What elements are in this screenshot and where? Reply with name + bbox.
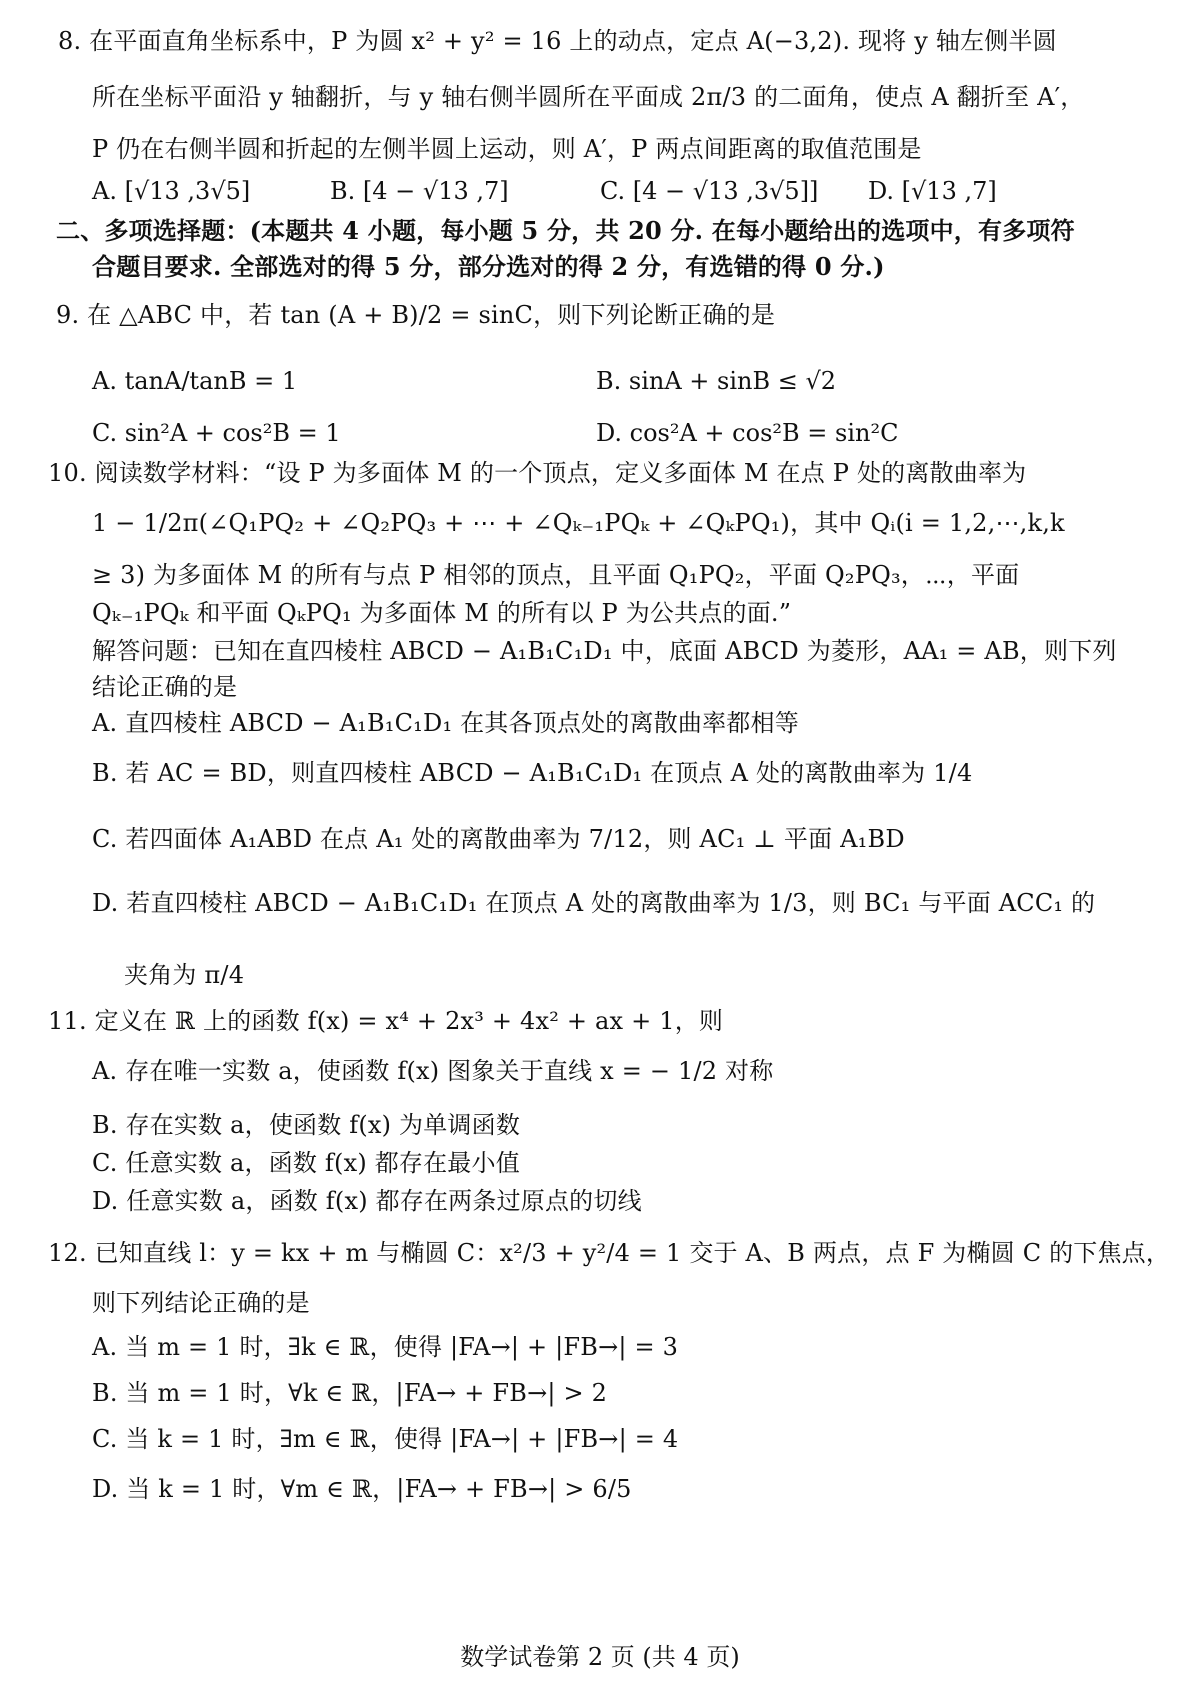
section-2-header-line-2: 合题目要求. 全部选对的得 5 分，部分选对的得 2 分，有选错的得 0 分.): [92, 252, 885, 281]
page-footer: 数学试卷第 2 页 (共 4 页): [460, 1643, 740, 1671]
q12-option-a: A. 当 m = 1 时，∃k ∈ ℝ，使得 |FA→| + |FB→| = 3: [92, 1333, 679, 1361]
q9-option-a: A. tanA/tanB = 1: [92, 367, 298, 395]
q11-option-a: A. 存在唯一实数 a，使函数 f(x) 图象关于直线 x = − 1/2 对称: [92, 1057, 774, 1085]
q8-option-c: C. [4 − √13 ,3√5]]: [600, 177, 819, 205]
q10-option-d-line-1: D. 若直四棱柱 ABCD − A₁B₁C₁D₁ 在顶点 A 处的离散曲率为 1/3，则 BC₁ 与平面 ACC₁ 的: [92, 889, 1096, 917]
q10-line-6: 结论正确的是: [92, 673, 238, 701]
q12-option-c: C. 当 k = 1 时，∃m ∈ ℝ，使得 |FA→| + |FB→| = 4: [92, 1425, 679, 1453]
q8-option-d: D. [√13 ,7]: [868, 177, 997, 205]
q12-option-b: B. 当 m = 1 时，∀k ∈ ℝ，|FA→ + FB→| > 2: [92, 1379, 608, 1407]
q9-option-c: C. sin²A + cos²B = 1: [92, 419, 341, 447]
q8-option-b: B. [4 − √13 ,7]: [330, 177, 509, 205]
q8-line-2: 所在坐标平面沿 y 轴翻折，与 y 轴右侧半圆所在平面成 2π/3 的二面角，使点 A 翻折至 A′，: [92, 83, 1085, 111]
q10-option-c: C. 若四面体 A₁ABD 在点 A₁ 处的离散曲率为 7/12，则 AC₁ ⊥ 平面 A₁BD: [92, 825, 905, 853]
q10-line-5: 解答问题：已知在直四棱柱 ABCD − A₁B₁C₁D₁ 中，底面 ABCD 为菱形，AA₁ = AB，则下列: [92, 637, 1117, 665]
q10-option-a: A. 直四棱柱 ABCD − A₁B₁C₁D₁ 在其各顶点处的离散曲率都相等: [92, 709, 799, 737]
q8-line-1: 8. 在平面直角坐标系中，P 为圆 x² + y² = 16 上的动点，定点 A(−3,2). 现将 y 轴左侧半圆: [58, 27, 1057, 55]
q9-stem: 9. 在 △ABC 中，若 tan (A + B)/2 = sinC，则下列论断正确的是: [56, 301, 776, 329]
q11-option-b: B. 存在实数 a，使函数 f(x) 为单调函数: [92, 1111, 521, 1139]
section-2-header-line-1: 二、多项选择题：(本题共 4 小题，每小题 5 分，共 20 分. 在每小题给出的选项中，有多项符: [56, 216, 1075, 245]
q11-stem: 11. 定义在 ℝ 上的函数 f(x) = x⁴ + 2x³ + 4x² + ax + 1，则: [48, 1007, 724, 1035]
q10-option-b: B. 若 AC = BD，则直四棱柱 ABCD − A₁B₁C₁D₁ 在顶点 A 处的离散曲率为 1/4: [92, 759, 973, 787]
q10-line-2: 1 − 1/2π(∠Q₁PQ₂ + ∠Q₂PQ₃ + ⋯ + ∠Qₖ₋₁PQₖ + ∠QₖPQ₁)，其中 Qᵢ(i = 1,2,⋯,k,k: [92, 509, 1065, 537]
q10-line-1: 10. 阅读数学材料：“设 P 为多面体 M 的一个顶点，定义多面体 M 在点 P 处的离散曲率为: [48, 459, 1027, 487]
q9-option-b: B. sinA + sinB ≤ √2: [596, 367, 837, 395]
q12-stem-line-1: 12. 已知直线 l：y = kx + m 与椭圆 C：x²/3 + y²/4 = 1 交于 A、B 两点，点 F 为椭圆 C 的下焦点，: [48, 1239, 1171, 1267]
q9-option-d: D. cos²A + cos²B = sin²C: [596, 419, 899, 447]
q10-option-d-line-2: 夹角为 π/4: [124, 961, 245, 989]
q11-option-d: D. 任意实数 a，函数 f(x) 都存在两条过原点的切线: [92, 1187, 642, 1215]
q11-option-c: C. 任意实数 a，函数 f(x) 都存在最小值: [92, 1149, 520, 1177]
q10-line-4: Qₖ₋₁PQₖ 和平面 QₖPQ₁ 为多面体 M 的所有以 P 为公共点的面.”: [92, 599, 792, 627]
q8-option-a: A. [√13 ,3√5]: [92, 177, 251, 205]
q8-line-3: P 仍在右侧半圆和折起的左侧半圆上运动，则 A′，P 两点间距离的取值范围是: [92, 135, 922, 163]
q12-option-d: D. 当 k = 1 时，∀m ∈ ℝ，|FA→ + FB→| > 6/5: [92, 1475, 632, 1503]
q12-stem-line-2: 则下列结论正确的是: [92, 1289, 310, 1317]
q10-line-3: ≥ 3) 为多面体 M 的所有与点 P 相邻的顶点，且平面 Q₁PQ₂，平面 Q₂PQ₃，⋯，平面: [92, 561, 1020, 589]
